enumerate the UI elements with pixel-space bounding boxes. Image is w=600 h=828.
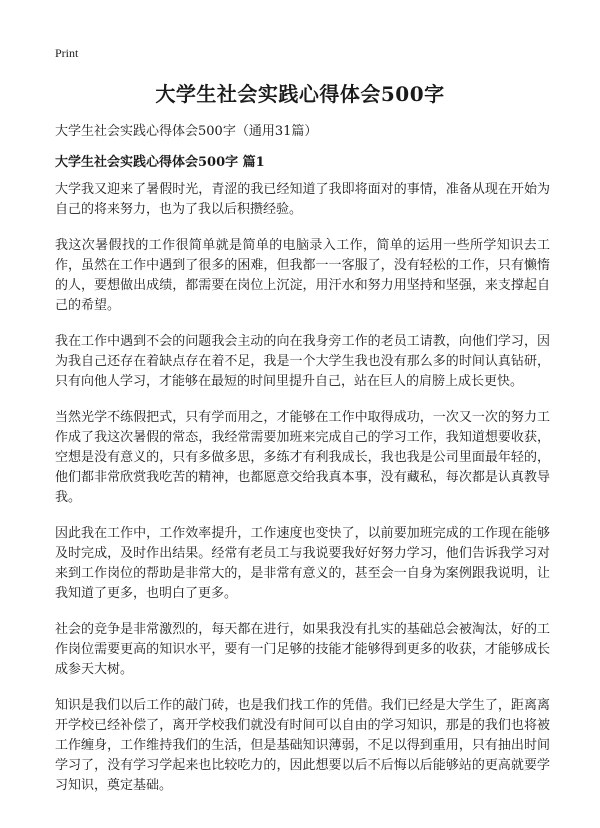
paragraph-1: 大学我又迎来了暑假时光，青涩的我已经知道了我即将面对的事情，准备从现在开始为自己的将来努力，也为了我以后积攒经验。	[55, 182, 550, 217]
paragraph-7: 知识是我们以后工作的敲门砖，也是我们找工作的凭借。我们已经是大学生了，距离离开学校已经补偿了，离开学校我们就没有时间可以自由的学习知识，那是的我们也将被工作缠身，工作维持我们的生活，但是基础知识薄弱，不足以得到重用，只有抽出时间学习了，没有学习学起来也比较吃力的，因此想要以后不后悔以后能够站的更高就要学习知识，奠定基础。	[55, 698, 550, 793]
article-body	[55, 180, 550, 812]
page-title: 大学生社会实践心得体会500字	[155, 82, 445, 106]
paragraph-4: 当然光学不练假把式，只有学而用之，才能够在工作中取得成功，一次又一次的努力工作成了我这次暑假的常态，我经常需要加班来完成自己的学习工作，我知道想要收获，空想是没有意义的，只有多做多思，多练才有利我成长，我也我是公司里面最年轻的，他们都非常欣赏我吃苦的精神，也都愿意交给我真本事，没有藏私，每次都是认真教导我。	[55, 410, 550, 505]
section-heading: 大学生社会实践心得体会500字 篇1	[55, 155, 265, 170]
print-link[interactable]: Print	[55, 46, 79, 60]
paragraph-3: 我在工作中遇到不会的问题我会主动的向在我身旁工作的老员工请教，向他们学习，因为我自己还存在着缺点存在着不足，我是一个大学生我也没有那么多的时间认真钻研，只有向他人学习，才能够在最短的时间里提升自己，站在巨人的肩膀上成长更快。	[55, 334, 550, 389]
paragraph-6: 社会的竞争是非常激烈的，每天都在进行，如果我没有扎实的基础总会被淘汰，好的工作岗位需要更高的知识水平，要有一门足够的技能才能够得到更多的收获，才能够成长成参天大树。	[55, 622, 550, 677]
document-subtitle: 大学生社会实践心得体会500字（通用31篇）	[55, 124, 318, 139]
paragraph-5: 因此我在工作中，工作效率提升，工作速度也变快了，以前要加班完成的工作现在能够及时完成，及时作出结果。经常有老员工与我说要我好好努力学习，他们告诉我学习对来到工作岗位的帮助是非常大的，是非常有意义的，甚至会一自身为案例跟我说明，让我知道了更多，也明白了更多。	[55, 526, 550, 601]
paragraph-2: 我这次暑假找的工作很简单就是简单的电脑录入工作，简单的运用一些所学知识去工作，虽然在工作中遇到了很多的困难，但我都一一客服了，没有轻松的工作，只有懒惰的人，要想做出成绩，都需要在岗位上沉淀，用汗水和努力用坚持和坚强，来支撑起自己的希望。	[55, 238, 550, 313]
